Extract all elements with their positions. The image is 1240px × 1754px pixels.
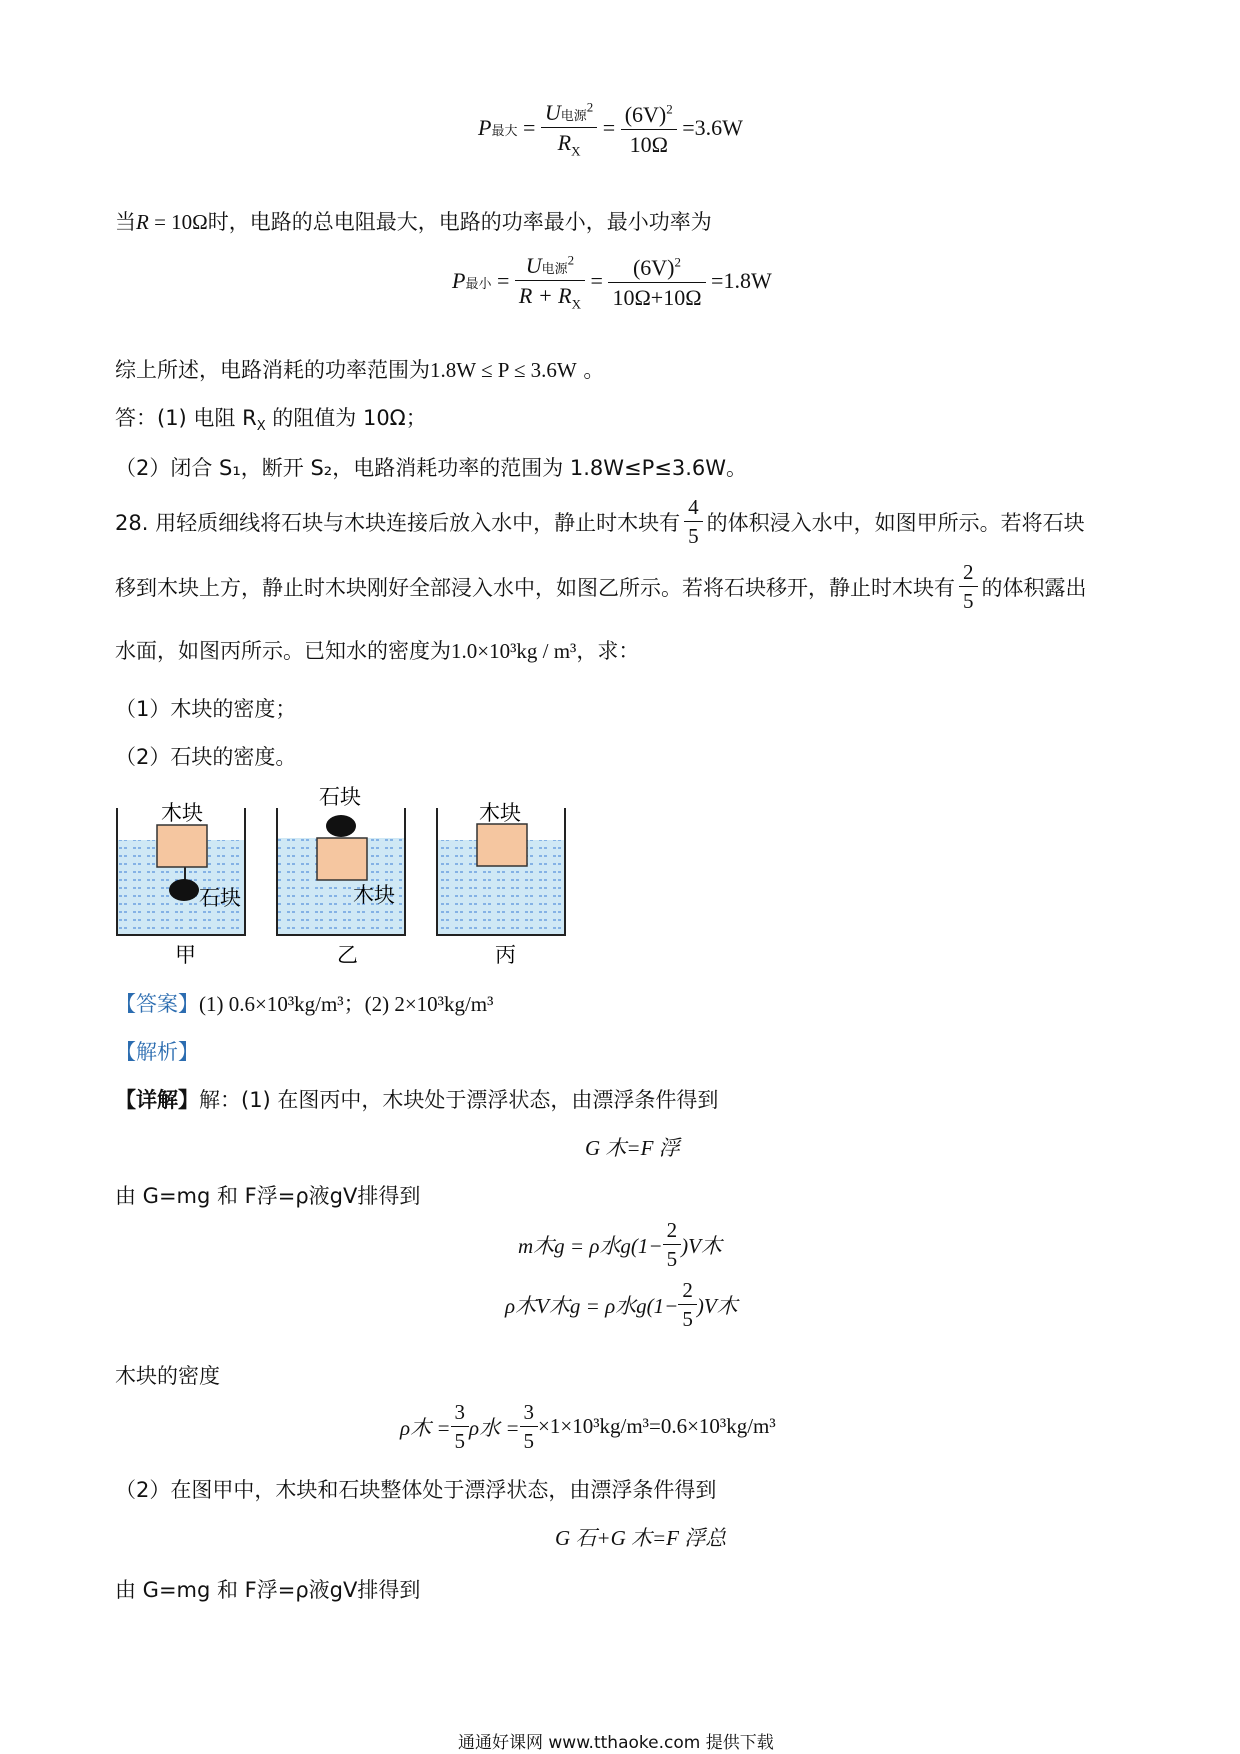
eq2-post: )V木	[681, 1233, 722, 1258]
bing-wood-label: 木块	[479, 801, 521, 825]
q28-frac2-num: 2	[959, 560, 978, 587]
summary-range: 1.8W ≤ P ≤ 3.6W	[430, 358, 577, 382]
wood-bing	[477, 824, 527, 866]
pmin-mid-sup: 2	[674, 254, 682, 270]
container-jia	[117, 801, 245, 967]
detail-line1	[115, 1084, 718, 1114]
pmax-mid-den: 10Ω	[629, 132, 668, 158]
pmin-den-sub: X	[571, 296, 582, 312]
pmin-mid-den: 10Ω+10Ω	[612, 285, 702, 311]
buoyancy-figure	[105, 780, 595, 970]
answer-1	[115, 402, 427, 434]
formula-pmax: P最大 = $\frac{U电源^2}{R_X}$ = $\frac{(6V)^2}{10\Omega}$ =3.6W	[478, 99, 743, 159]
container-bing	[437, 801, 565, 967]
q28-l2-post: 的体积露出	[981, 575, 1087, 600]
pmax-frac2	[621, 102, 677, 158]
eq4-post: ×1×10³kg/m³=0.6×10³kg/m³	[538, 1414, 776, 1439]
wood-jia	[157, 825, 207, 867]
eq3-frac-num: 2	[678, 1278, 697, 1305]
pmax-num-sup: 2	[586, 99, 594, 115]
pmax-mid-num: (6V)	[624, 102, 667, 128]
yi-stone-label: 石块	[319, 785, 361, 809]
pmin-den: R + R	[518, 283, 572, 309]
answer-line	[115, 988, 493, 1018]
eq-rho-wood	[505, 1278, 738, 1331]
line-r-var: R	[136, 210, 149, 234]
jia-wood-label: 木块	[161, 801, 203, 825]
pmin-num: U	[525, 253, 542, 278]
pmin-lhs-sub: 最小	[465, 276, 492, 292]
line-r-eq: = 10Ω	[148, 210, 208, 234]
q28-frac1-num: 4	[684, 495, 703, 522]
pmin-mid-num: (6V)	[632, 255, 675, 281]
pmin-num-sub: 电源	[541, 262, 568, 277]
eq4-frac1	[451, 1400, 470, 1453]
answer1-text: 答：(1) 电阻 R	[115, 406, 257, 430]
summary-pre: 综上所述，电路消耗的功率范围为	[115, 358, 430, 382]
pmax-mid-sup: 2	[666, 101, 673, 117]
pmax-den-sub: X	[571, 143, 581, 159]
formula-pmin: P最小 = $\frac{U电源^2}{R + R_X}$ = $\frac{(6V)^2}{10\Omega+10\Omega}$ =1.8W	[452, 252, 772, 312]
pmax-lhs: P	[478, 114, 492, 140]
q28-sub2: （2）石块的密度。	[115, 745, 297, 769]
pmin-frac1	[515, 253, 585, 313]
container-yi	[277, 785, 405, 967]
line-r	[115, 206, 712, 236]
eq4-frac2-den: 5	[523, 1429, 535, 1454]
q28-frac1-den: 5	[688, 524, 699, 549]
q28-l1-pre: 28. 用轻质细线将石块与木块连接后放入水中，静止时木块有	[115, 510, 681, 535]
pmax-num-sub: 电源	[560, 109, 587, 124]
stone-jia	[169, 879, 199, 901]
q28-l3-pre: 水面，如图丙所示。已知水的密度为	[115, 639, 451, 663]
eq4-pre: ρ木 =	[400, 1415, 451, 1440]
answer-tag: 【答案】	[115, 992, 199, 1016]
answer-text: (1) 0.6×10³kg/m³；(2) 2×10³kg/m³	[199, 992, 494, 1016]
jia-stone-label: 石块	[199, 886, 241, 910]
answer1-sub: X	[256, 419, 266, 435]
pmin-frac2	[608, 255, 705, 311]
detail-l1: 解：(1) 在图丙中，木块处于漂浮状态，由漂浮条件得到	[199, 1088, 719, 1112]
pmin-result: =1.8W	[711, 267, 772, 293]
eq4-frac2	[520, 1400, 539, 1453]
q28-l3-post: ，求：	[576, 639, 640, 663]
detail-line2: 由 G=mg 和 F浮=ρ液gV排得到	[115, 1184, 421, 1208]
q28-line3	[115, 635, 639, 665]
pmax-result: =3.6W	[682, 114, 743, 140]
eq2-frac	[663, 1218, 682, 1271]
eq-g-total: G 石+G 木=F 浮总	[555, 1526, 727, 1550]
eq-density-result	[400, 1400, 776, 1453]
detail-line5: 由 G=mg 和 F浮=ρ液gV排得到	[115, 1578, 421, 1602]
caption-bing: 丙	[495, 943, 516, 967]
eq2-frac-den: 5	[666, 1247, 678, 1272]
pmin-num-sup: 2	[567, 252, 575, 268]
line-r-post: 时，电路的总电阻最大，电路的功率最小，最小功率为	[207, 210, 712, 234]
q28-line2	[115, 560, 1087, 613]
eq4-frac1-num: 3	[451, 1400, 470, 1427]
eq4-frac1-den: 5	[454, 1429, 466, 1454]
pmax-frac1	[541, 100, 597, 160]
q28-sub1: （1）木块的密度；	[115, 697, 297, 721]
eq-m-wood	[518, 1218, 722, 1271]
summary-post: 。	[576, 358, 605, 382]
detail-tag: 【详解】	[115, 1088, 199, 1112]
q28-l1-post: 的体积浸入水中，如图甲所示。若将石块	[706, 510, 1085, 535]
eq2-pre: m木g = ρ水g(1−	[518, 1233, 663, 1258]
eq4-frac2-num: 3	[520, 1400, 539, 1427]
detail-line4: （2）在图甲中，木块和石块整体处于漂浮状态，由漂浮条件得到	[115, 1478, 717, 1502]
page-footer: 通通好课网 www.tthaoke.com 提供下载	[458, 1733, 774, 1753]
answer-2: （2）闭合 S₁，断开 S₂，电路消耗功率的范围为 1.8W≤P≤3.6W。	[115, 456, 748, 480]
caption-jia: 甲	[175, 943, 196, 967]
pmax-lhs-sub: 最大	[491, 123, 518, 139]
summary-line	[115, 354, 604, 384]
pmin-lhs: P	[452, 267, 466, 293]
q28-density: 1.0×10³kg / m³	[451, 639, 577, 663]
eq3-pre: ρ木V木g = ρ水g(1−	[505, 1293, 679, 1318]
eq3-frac-den: 5	[682, 1307, 693, 1332]
q28-l2-pre: 移到木块上方，静止时木块刚好全部浸入水中，如图乙所示。若将石块移开，静止时木块有	[115, 575, 955, 600]
eq3-post: )V木	[696, 1293, 738, 1318]
eq3-frac	[678, 1278, 697, 1331]
eq-g-wood: G 木=F 浮	[585, 1136, 680, 1160]
stone-yi	[326, 815, 356, 837]
q28-frac1	[684, 495, 703, 548]
analysis-tag: 【解析】	[115, 1040, 199, 1064]
line-r-pre: 当	[115, 210, 136, 234]
detail-line3: 木块的密度	[115, 1364, 220, 1388]
q28-line1	[115, 495, 1085, 548]
yi-wood-label: 木块	[353, 883, 395, 907]
caption-yi: 乙	[337, 943, 358, 967]
eq2-frac-num: 2	[663, 1218, 682, 1245]
wood-yi	[317, 838, 367, 880]
pmax-num: U	[544, 100, 561, 125]
pmax-den: R	[557, 130, 572, 156]
q28-frac2-den: 5	[963, 589, 974, 614]
q28-frac2	[959, 560, 978, 613]
eq4-mid: ρ水 =	[469, 1415, 520, 1440]
answer1-post: 的阻值为 10Ω；	[265, 406, 427, 430]
